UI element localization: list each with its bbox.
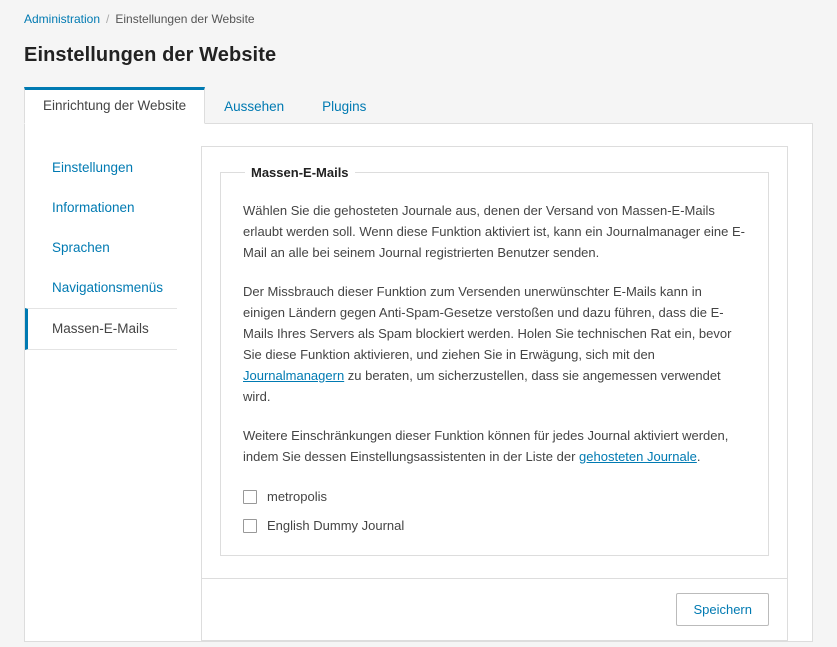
side-navigation: [25, 146, 177, 641]
checkbox-label-english-dummy-journal[interactable]: English Dummy Journal: [267, 518, 405, 533]
sidebar-item-sprachen[interactable]: Sprachen: [52, 240, 110, 255]
paragraph-3-text-before: Weitere Einschränkungen dieser Funktion können für jedes Journal aktiviert werden, indem Sie dessen Einstellungsassistenten in der Liste der: [243, 428, 729, 464]
sidebar-item-informationen[interactable]: Informationen: [52, 200, 135, 215]
checkbox-label-metropolis[interactable]: metropolis: [267, 489, 327, 504]
list-item[interactable]: [243, 518, 746, 533]
page-title: Einstellungen der Website: [24, 44, 277, 66]
paragraph-2-text-after: zu beraten, um sicherzustellen, dass sie angemessen verwendet wird.: [243, 368, 721, 404]
breadcrumb: [0, 0, 837, 30]
paragraph-3-text-after: .: [696, 449, 701, 464]
bulk-emails-form: [201, 146, 788, 641]
journal-managers-link[interactable]: Journalmanagern: [243, 368, 345, 383]
sidebar-item-massen-e-mails[interactable]: Massen-E-Mails: [25, 308, 177, 350]
tab-site-setup[interactable]: Einrichtung der Website: [24, 87, 205, 124]
list-item[interactable]: [243, 489, 746, 504]
paragraph-2-text-before: Der Missbrauch dieser Funktion zum Versenden unerwünschter E-Mails kann in einigen Ländern gegen Anti-Spam-Gesetze verstoßen und dazu führen, dass die E-Mails Ihres Servers als Spam blockiert werden. Holen Sie technischen Rat ein, bevor Sie diese Funktion aktivieren, und ziehen Sie in Erwägung, sich mit den: [243, 284, 732, 362]
sidebar-item-einstellungen[interactable]: Einstellungen: [52, 160, 134, 175]
save-button[interactable]: Speichern: [676, 593, 769, 626]
settings-panel: [24, 124, 813, 642]
journal-checkbox-list: [243, 489, 746, 533]
checkbox-metropolis[interactable]: [243, 490, 257, 504]
checkbox-english-dummy-journal[interactable]: [243, 519, 257, 533]
content-area: [177, 146, 812, 641]
breadcrumb-separator: /: [106, 12, 110, 26]
description-paragraph-2: [243, 281, 746, 407]
form-footer: [202, 578, 787, 640]
tab-bar: [24, 87, 813, 124]
hosted-journals-link[interactable]: gehosteten Journale: [579, 449, 697, 464]
description-paragraph-3: [243, 425, 746, 467]
tab-plugins[interactable]: Plugins: [322, 99, 367, 114]
tab-appearance[interactable]: Aussehen: [224, 99, 285, 114]
bulk-emails-legend: Massen-E-Mails: [251, 165, 349, 180]
description-paragraph-1: Wählen Sie die gehosteten Journale aus, denen der Versand von Massen-E-Mails erlaubt werden soll. Wenn diese Funktion aktiviert ist, kann ein Journalmanager eine E-Mail an alle bei seinem Journal registrierten Benutzer senden.: [243, 203, 745, 260]
bulk-emails-fieldset: [220, 165, 769, 556]
sidebar-item-navigationsmenus[interactable]: Navigationsmenüs: [52, 280, 164, 295]
breadcrumb-link-administration[interactable]: Administration: [24, 12, 101, 26]
breadcrumb-current: Einstellungen der Website: [115, 12, 255, 26]
